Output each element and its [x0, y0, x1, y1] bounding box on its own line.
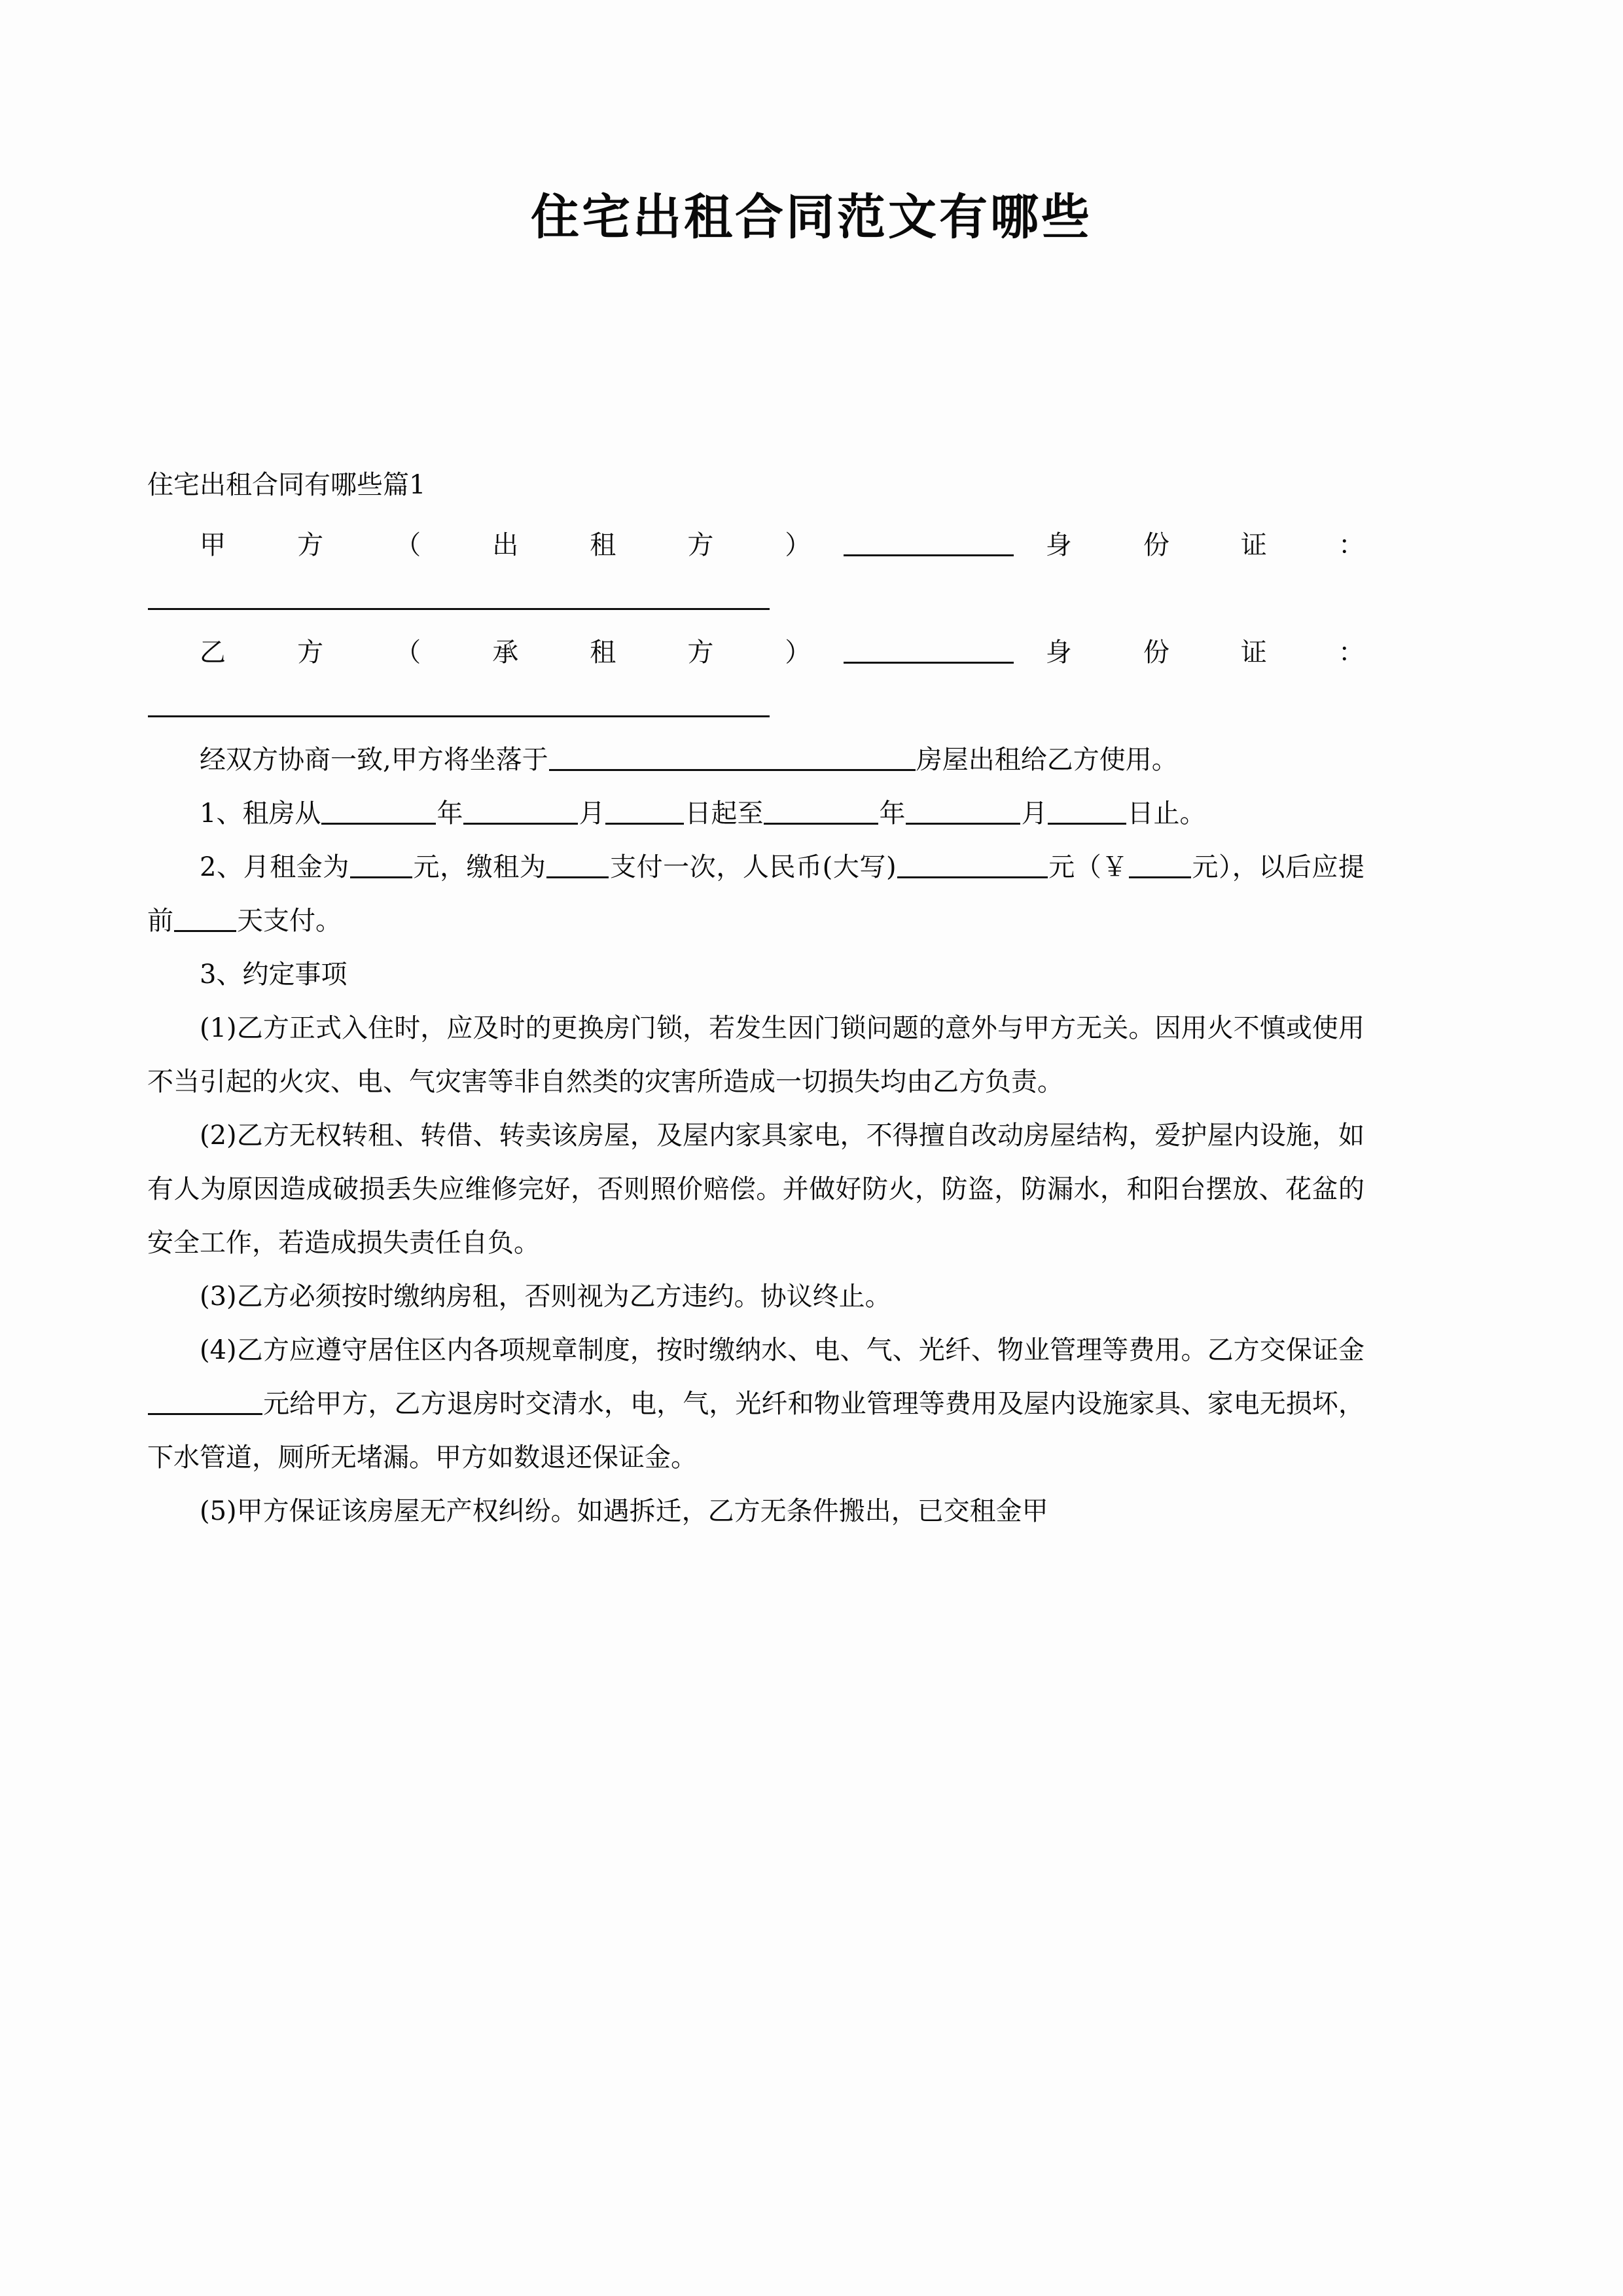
clause-2-d: 元（￥ — [1048, 852, 1128, 882]
unit-month-2: 月 — [1021, 798, 1048, 829]
tenant-label: 乙 方 （ 承 租 方 ） — [200, 637, 843, 668]
landlord-id-blank[interactable] — [148, 581, 770, 610]
clause-2-b: 元，缴租为 — [412, 852, 546, 882]
unit-day-1: 日起至 — [685, 798, 764, 829]
start-day-blank[interactable] — [605, 795, 684, 825]
start-month-blank[interactable] — [463, 795, 578, 825]
landlord-id-continuation — [147, 572, 1364, 626]
end-month-blank[interactable] — [906, 795, 1020, 825]
landlord-id-label: 身 份 证 ： — [1014, 530, 1364, 560]
clause-3-item-4 — [147, 1323, 1364, 1484]
clause-1-term — [147, 787, 1364, 840]
landlord-line — [147, 518, 1364, 572]
start-year-blank[interactable] — [321, 795, 436, 825]
clause-2-lead: 2、月租金为 — [200, 852, 349, 882]
page-title: 住宅出租合同范文有哪些 — [531, 189, 1092, 245]
tenant-id-continuation — [147, 679, 1364, 733]
unit-year-2: 年 — [879, 798, 906, 829]
clause-1-lead: 1、租房从 — [200, 798, 321, 829]
landlord-label: 甲 方 （ 出 租 方 ） — [200, 530, 843, 560]
clause-4-text-a: (4)乙方应遵守居住区内各项规章制度，按时缴纳水、电、气、光纤、物业管理等费用。乙方交保证金 — [200, 1335, 1364, 1365]
rent-figures-blank[interactable] — [1129, 849, 1191, 878]
end-day-blank[interactable] — [1048, 795, 1126, 825]
deposit-blank[interactable] — [148, 1386, 262, 1415]
landlord-name-blank[interactable] — [844, 527, 1014, 556]
document-body — [147, 458, 1364, 1538]
tenant-id-blank[interactable] — [148, 688, 770, 717]
payment-cycle-blank[interactable] — [546, 849, 609, 878]
clause-3-item-1: (1)乙方正式入住时，应及时的更换房门锁，若发生因门锁问题的意外与甲方无关。因用火不慎或使用不当引起的火灾、电、气灾害等非自然类的灾害所造成一切损失均由乙方负责。 — [147, 1013, 1364, 1097]
intro-text-a: 经双方协商一致,甲方将坐落于 — [200, 745, 548, 775]
unit-month-1: 月 — [579, 798, 605, 829]
clause-2-f: 天支付。 — [237, 906, 342, 936]
section-heading: 住宅出租合同有哪些篇1 — [147, 470, 426, 500]
unit-year-1: 年 — [437, 798, 463, 829]
clause-3-heading: 3、约定事项 — [200, 960, 348, 990]
tenant-id-label: 身 份 证 ： — [1014, 637, 1364, 668]
address-blank[interactable] — [549, 742, 916, 771]
clause-3-item-2: (2)乙方无权转租、转借、转卖该房屋，及屋内家具家电，不得擅自改动房屋结构，爱护屋内设施，如有人为原因造成破损丢失应维修完好，否则照价赔偿。并做好防火，防盗，防漏水，和阳台摆放、花盆的安全工作，若造成损失责任自负。 — [147, 1121, 1364, 1258]
advance-days-blank[interactable] — [174, 903, 236, 932]
clause-3-item-3: (3)乙方必须按时缴纳房租，否则视为乙方违约。协议终止。 — [200, 1282, 891, 1312]
clause-1-end: 日止。 — [1127, 798, 1206, 829]
monthly-rent-blank[interactable] — [350, 849, 412, 878]
clause-4-text-b: 元给甲方，乙方退房时交清水，电，气，光纤和物业管理等费用及屋内设施家具、家电无损坏，下水管道，厕所无堵漏。甲方如数退还保证金。 — [147, 1389, 1364, 1473]
intro-paragraph — [147, 733, 1364, 787]
clause-3-item-5: (5)甲方保证该房屋无产权纠纷。如遇拆迁，乙方无条件搬出，已交租金甲 — [200, 1496, 1048, 1526]
clause-2-e: 元），以后应提前 — [147, 852, 1365, 936]
tenant-name-blank[interactable] — [844, 634, 1014, 664]
clause-2-c: 支付一次，人民币(大写) — [609, 852, 897, 882]
tenant-line — [147, 626, 1364, 679]
end-year-blank[interactable] — [764, 795, 878, 825]
intro-text-b: 房屋出租给乙方使用。 — [916, 745, 1178, 775]
spacer — [147, 512, 1364, 518]
clause-2-rent — [147, 840, 1364, 948]
rent-words-blank[interactable] — [897, 849, 1048, 878]
